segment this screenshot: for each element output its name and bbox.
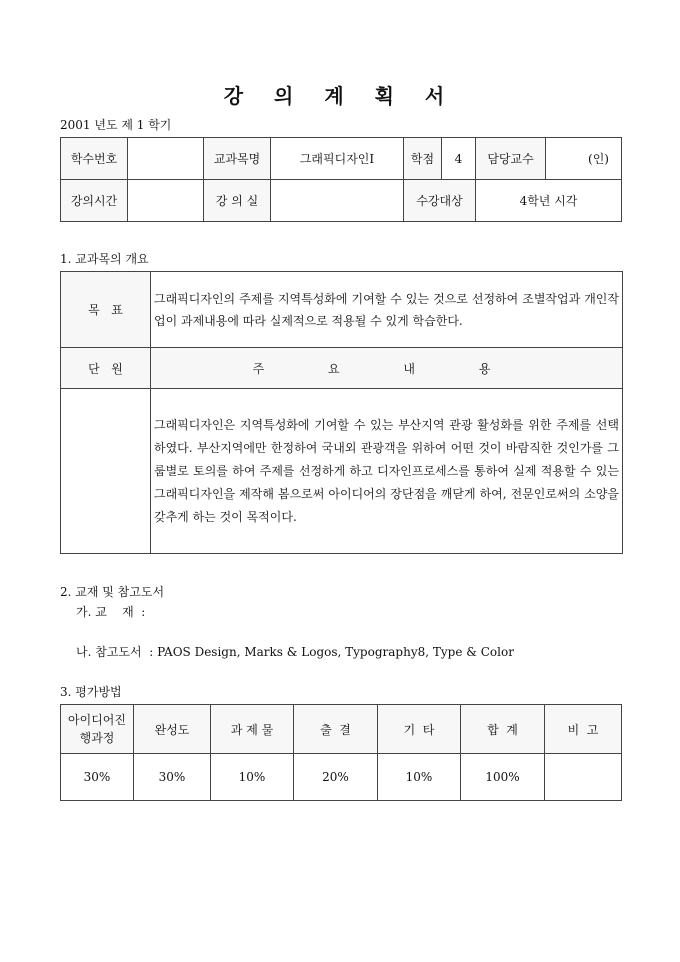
eval-value: 10% xyxy=(378,754,461,801)
eval-header: 비 고 xyxy=(545,705,622,754)
course-no-label: 학수번호 xyxy=(61,138,128,180)
eval-header: 기 타 xyxy=(378,705,461,754)
semester-label: 2001 년도 제 1 학기 xyxy=(60,118,172,132)
eval-header: 아이디어진행과정 xyxy=(61,705,134,754)
eval-value: 10% xyxy=(211,754,294,801)
content-label: 주 요 내 용 xyxy=(151,348,623,389)
time-value xyxy=(128,180,204,222)
references-line: 나. 참고도서 : PAOS Design, Marks & Logos, Typography8, Type & Color xyxy=(76,645,514,659)
target-label: 수강대상 xyxy=(404,180,476,222)
eval-header: 출 결 xyxy=(294,705,378,754)
eval-header: 완성도 xyxy=(134,705,211,754)
course-name-value: 그래픽디자인Ⅰ xyxy=(271,138,404,180)
eval-value: 30% xyxy=(134,754,211,801)
unit-label: 단 원 xyxy=(61,348,151,389)
eval-header: 합 계 xyxy=(461,705,545,754)
room-label: 강 의 실 xyxy=(204,180,271,222)
unit-value xyxy=(61,389,151,554)
course-no-value xyxy=(128,138,204,180)
section1-heading: 1. 교과목의 개요 xyxy=(60,252,149,266)
eval-header: 과 제 물 xyxy=(211,705,294,754)
goal-label: 목 표 xyxy=(61,272,151,348)
document-title: 강 의 계 획 서 xyxy=(223,84,457,108)
eval-value: 20% xyxy=(294,754,378,801)
time-label: 강의시간 xyxy=(61,180,128,222)
room-value xyxy=(271,180,404,222)
eval-value xyxy=(545,754,622,801)
section3-heading: 3. 평가방법 xyxy=(60,685,122,699)
credit-value: 4 xyxy=(442,138,476,180)
overview-table xyxy=(60,271,623,554)
course-info-table xyxy=(60,137,622,222)
professor-value: (인) xyxy=(546,138,622,180)
target-value: 4학년 시각 xyxy=(476,180,622,222)
content-text: 그래픽디자인은 지역특성화에 기여할 수 있는 부산지역 관광 활성화를 위한 주제를 선택하였다. 부산지역에만 한정하여 국내외 관광객을 위하여 어떤 것이 바람직한 것인가를 그룹별로 토의를 하여 주제를 선정하게 하고 디자인프로세스를 통하여 실제 적용할 수 있는 그래픽디자인을 제작해 봄으로써 아이디어의 장단점을 깨닫게 하여, 전문인로써의 소양을 갖추게 하는 것이 목적이다. xyxy=(151,389,623,554)
professor-label: 담당교수 xyxy=(476,138,546,180)
textbook-line: 가. 교 재 : xyxy=(76,605,146,619)
credit-label: 학점 xyxy=(404,138,442,180)
eval-value: 100% xyxy=(461,754,545,801)
section2-heading: 2. 교재 및 참고도서 xyxy=(60,585,165,599)
eval-value: 30% xyxy=(61,754,134,801)
evaluation-table xyxy=(60,704,622,801)
course-name-label: 교과목명 xyxy=(204,138,271,180)
goal-text: 그래픽디자인의 주제를 지역특성화에 기여할 수 있는 것으로 선정하여 조별작업과 개인작업이 과제내용에 따라 실제적으로 적용될 수 있게 학습한다. xyxy=(151,272,623,348)
